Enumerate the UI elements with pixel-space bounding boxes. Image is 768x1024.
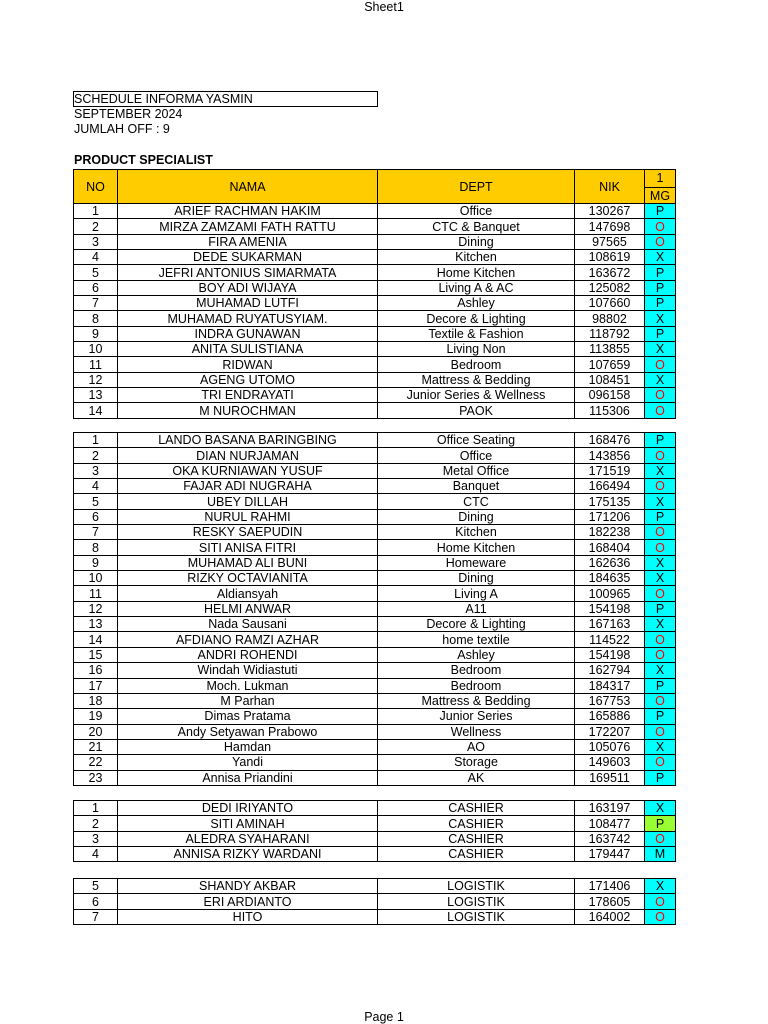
cell-code: P <box>645 204 676 219</box>
cell-no: 3 <box>74 831 118 846</box>
cell-no: 19 <box>74 709 118 724</box>
schedule-header-table <box>73 169 676 204</box>
cell-nama: UBEY DILLAH <box>118 494 378 509</box>
cell-dept: CASHIER <box>378 816 575 831</box>
table-row <box>74 265 676 280</box>
cell-code: O <box>645 894 676 909</box>
table-row <box>74 234 676 249</box>
cell-no: 12 <box>74 601 118 616</box>
cell-nama: SITI AMINAH <box>118 816 378 831</box>
cell-no: 6 <box>74 280 118 295</box>
cell-no: 5 <box>74 494 118 509</box>
cell-no: 11 <box>74 357 118 372</box>
cell-code: O <box>645 234 676 249</box>
cell-nik: 175135 <box>575 494 645 509</box>
cell-nama: INDRA GUNAWAN <box>118 326 378 341</box>
group-table-4 <box>73 878 676 925</box>
cell-nama: Aldiansyah <box>118 586 378 601</box>
cell-no: 4 <box>74 847 118 862</box>
cell-code: P <box>645 433 676 448</box>
cell-nama: MUHAMAD ALI BUNI <box>118 555 378 570</box>
cell-nama: ANNISA RIZKY WARDANI <box>118 847 378 862</box>
cell-no: 12 <box>74 372 118 387</box>
cell-dept: PAOK <box>378 403 575 418</box>
cell-dept: Textile & Fashion <box>378 326 575 341</box>
cell-no: 14 <box>74 403 118 418</box>
cell-no: 9 <box>74 555 118 570</box>
table-row <box>74 709 676 724</box>
cell-dept: Junior Series <box>378 709 575 724</box>
cell-nama: BOY ADI WIJAYA <box>118 280 378 295</box>
cell-nik: 182238 <box>575 525 645 540</box>
cell-dept: Office Seating <box>378 433 575 448</box>
cell-dept: Bedroom <box>378 678 575 693</box>
cell-nama: ANITA SULISTIANA <box>118 342 378 357</box>
cell-no: 4 <box>74 479 118 494</box>
cell-no: 7 <box>74 525 118 540</box>
schedule-month: SEPTEMBER 2024 <box>74 107 183 121</box>
table-row <box>74 739 676 754</box>
table-row <box>74 816 676 831</box>
cell-dept: Dining <box>378 234 575 249</box>
cell-code: O <box>645 403 676 418</box>
column-header-dept: DEPT <box>378 170 575 204</box>
cell-nik: 108619 <box>575 250 645 265</box>
jumlah-off: JUMLAH OFF : 9 <box>74 122 170 136</box>
cell-nik: 125082 <box>575 280 645 295</box>
cell-no: 10 <box>74 571 118 586</box>
cell-code: X <box>645 739 676 754</box>
cell-nama: HELMI ANWAR <box>118 601 378 616</box>
table-row <box>74 632 676 647</box>
cell-nama: RIZKY OCTAVIANITA <box>118 571 378 586</box>
cell-code: P <box>645 601 676 616</box>
column-header-nama: NAMA <box>118 170 378 204</box>
cell-nama: MIRZA ZAMZAMI FATH RATTU <box>118 219 378 234</box>
cell-no: 10 <box>74 342 118 357</box>
cell-dept: Living A <box>378 586 575 601</box>
cell-dept: Homeware <box>378 555 575 570</box>
cell-nik: 97565 <box>575 234 645 249</box>
cell-dept: Office <box>378 204 575 219</box>
cell-nik: 184635 <box>575 571 645 586</box>
table-row <box>74 372 676 387</box>
table-row <box>74 555 676 570</box>
table-row <box>74 479 676 494</box>
column-header-day-code: MG <box>645 188 676 204</box>
cell-code: O <box>645 647 676 662</box>
cell-nama: AGENG UTOMO <box>118 372 378 387</box>
cell-no: 1 <box>74 801 118 816</box>
cell-code: P <box>645 265 676 280</box>
cell-nama: TRI ENDRAYATI <box>118 388 378 403</box>
table-row <box>74 755 676 770</box>
cell-nama: NURUL RAHMI <box>118 509 378 524</box>
page-number: Page 1 <box>364 1010 404 1024</box>
table-row <box>74 847 676 862</box>
cell-nama: MUHAMAD RUYATUSYIAM. <box>118 311 378 326</box>
cell-nik: 98802 <box>575 311 645 326</box>
cell-no: 18 <box>74 693 118 708</box>
cell-code: X <box>645 372 676 387</box>
table-row <box>74 894 676 909</box>
cell-no: 3 <box>74 463 118 478</box>
cell-dept: Bedroom <box>378 357 575 372</box>
table-row <box>74 770 676 785</box>
table-row <box>74 204 676 219</box>
cell-dept: AO <box>378 739 575 754</box>
cell-code: P <box>645 816 676 831</box>
cell-dept: CASHIER <box>378 801 575 816</box>
group-table-3 <box>73 800 676 862</box>
cell-nik: 172207 <box>575 724 645 739</box>
cell-code: P <box>645 678 676 693</box>
table-row <box>74 831 676 846</box>
cell-code: P <box>645 709 676 724</box>
cell-nama: JEFRI ANTONIUS SIMARMATA <box>118 265 378 280</box>
table-row <box>74 601 676 616</box>
cell-nama: DEDI IRIYANTO <box>118 801 378 816</box>
cell-dept: Ashley <box>378 647 575 662</box>
cell-nik: 108451 <box>575 372 645 387</box>
cell-dept: Wellness <box>378 724 575 739</box>
cell-nama: ERI ARDIANTO <box>118 894 378 909</box>
table-row <box>74 433 676 448</box>
cell-no: 8 <box>74 311 118 326</box>
cell-nik: 147698 <box>575 219 645 234</box>
cell-nik: 168404 <box>575 540 645 555</box>
cell-nik: 108477 <box>575 816 645 831</box>
cell-no: 1 <box>74 433 118 448</box>
cell-dept: Metal Office <box>378 463 575 478</box>
cell-nik: 107659 <box>575 357 645 372</box>
cell-code: X <box>645 571 676 586</box>
cell-nama: Moch. Lukman <box>118 678 378 693</box>
cell-dept: LOGISTIK <box>378 894 575 909</box>
cell-nik: 115306 <box>575 403 645 418</box>
cell-dept: CTC & Banquet <box>378 219 575 234</box>
cell-code: O <box>645 632 676 647</box>
cell-nik: 114522 <box>575 632 645 647</box>
table-row <box>74 571 676 586</box>
cell-nama: M NUROCHMAN <box>118 403 378 418</box>
table-row <box>74 494 676 509</box>
table-row <box>74 801 676 816</box>
table-row <box>74 693 676 708</box>
cell-nik: 118792 <box>575 326 645 341</box>
table-row <box>74 647 676 662</box>
cell-dept: Junior Series & Wellness <box>378 388 575 403</box>
cell-code: O <box>645 909 676 924</box>
cell-code: O <box>645 724 676 739</box>
cell-dept: Decore & Lighting <box>378 311 575 326</box>
table-row <box>74 525 676 540</box>
cell-nik: 178605 <box>575 894 645 909</box>
cell-no: 8 <box>74 540 118 555</box>
cell-code: X <box>645 463 676 478</box>
cell-dept: A11 <box>378 601 575 616</box>
cell-dept: Home Kitchen <box>378 540 575 555</box>
cell-code: O <box>645 525 676 540</box>
column-header-nik: NIK <box>575 170 645 204</box>
column-header-day: 1 <box>645 170 676 188</box>
cell-dept: home textile <box>378 632 575 647</box>
sheet-title: Sheet1 <box>364 0 404 14</box>
column-header-no: NO <box>74 170 118 204</box>
cell-code: X <box>645 617 676 632</box>
table-row <box>74 586 676 601</box>
cell-nama: ALEDRA SYAHARANI <box>118 831 378 846</box>
cell-dept: Banquet <box>378 479 575 494</box>
cell-no: 5 <box>74 879 118 894</box>
cell-no: 9 <box>74 326 118 341</box>
cell-no: 4 <box>74 250 118 265</box>
cell-nik: 163197 <box>575 801 645 816</box>
cell-nama: SITI ANISA FITRI <box>118 540 378 555</box>
cell-nama: DEDE SUKARMAN <box>118 250 378 265</box>
cell-code: X <box>645 311 676 326</box>
cell-nama: DIAN NURJAMAN <box>118 448 378 463</box>
section-label: PRODUCT SPECIALIST <box>74 153 213 167</box>
cell-nik: 100965 <box>575 586 645 601</box>
cell-nik: 163742 <box>575 831 645 846</box>
group-table-1 <box>73 203 676 419</box>
cell-dept: Kitchen <box>378 525 575 540</box>
table-row <box>74 617 676 632</box>
cell-dept: CASHIER <box>378 847 575 862</box>
cell-no: 2 <box>74 816 118 831</box>
cell-no: 22 <box>74 755 118 770</box>
cell-dept: LOGISTIK <box>378 909 575 924</box>
cell-nama: OKA KURNIAWAN YUSUF <box>118 463 378 478</box>
cell-nama: Andy Setyawan Prabowo <box>118 724 378 739</box>
cell-no: 7 <box>74 909 118 924</box>
table-row <box>74 463 676 478</box>
cell-code: O <box>645 479 676 494</box>
cell-nik: 162636 <box>575 555 645 570</box>
cell-no: 11 <box>74 586 118 601</box>
cell-nama: LANDO BASANA BARINGBING <box>118 433 378 448</box>
cell-nik: 179447 <box>575 847 645 862</box>
cell-code: P <box>645 280 676 295</box>
cell-nama: ANDRI ROHENDI <box>118 647 378 662</box>
cell-code: X <box>645 663 676 678</box>
cell-nik: 165886 <box>575 709 645 724</box>
cell-nik: 143856 <box>575 448 645 463</box>
cell-dept: Dining <box>378 509 575 524</box>
table-row <box>74 311 676 326</box>
table-row <box>74 219 676 234</box>
cell-nik: 166494 <box>575 479 645 494</box>
table-row <box>74 509 676 524</box>
cell-code: P <box>645 509 676 524</box>
cell-no: 15 <box>74 647 118 662</box>
table-row <box>74 357 676 372</box>
cell-code: O <box>645 219 676 234</box>
cell-dept: Office <box>378 448 575 463</box>
cell-no: 6 <box>74 894 118 909</box>
cell-dept: Decore & Lighting <box>378 617 575 632</box>
table-row <box>74 250 676 265</box>
cell-dept: Kitchen <box>378 250 575 265</box>
cell-no: 16 <box>74 663 118 678</box>
cell-code: X <box>645 555 676 570</box>
cell-nama: RIDWAN <box>118 357 378 372</box>
cell-nik: 171206 <box>575 509 645 524</box>
cell-no: 3 <box>74 234 118 249</box>
cell-nik: 167753 <box>575 693 645 708</box>
cell-code: X <box>645 879 676 894</box>
cell-code: O <box>645 540 676 555</box>
table-row <box>74 540 676 555</box>
cell-nik: 167163 <box>575 617 645 632</box>
cell-code: O <box>645 693 676 708</box>
table-row <box>74 280 676 295</box>
cell-code: O <box>645 586 676 601</box>
cell-no: 21 <box>74 739 118 754</box>
cell-code: O <box>645 448 676 463</box>
cell-no: 5 <box>74 265 118 280</box>
cell-no: 17 <box>74 678 118 693</box>
cell-dept: AK <box>378 770 575 785</box>
cell-dept: Dining <box>378 571 575 586</box>
cell-code: M <box>645 847 676 862</box>
cell-no: 7 <box>74 296 118 311</box>
cell-no: 23 <box>74 770 118 785</box>
group-table-2 <box>73 432 676 786</box>
table-row <box>74 296 676 311</box>
cell-nik: 163672 <box>575 265 645 280</box>
table-row <box>74 724 676 739</box>
cell-code: O <box>645 388 676 403</box>
cell-nik: 154198 <box>575 647 645 662</box>
cell-nama: AFDIANO RAMZI AZHAR <box>118 632 378 647</box>
table-row <box>74 388 676 403</box>
table-row <box>74 326 676 341</box>
cell-nik: 113855 <box>575 342 645 357</box>
cell-nik: 184317 <box>575 678 645 693</box>
cell-nama: Annisa Priandini <box>118 770 378 785</box>
cell-nama: HITO <box>118 909 378 924</box>
cell-nama: M Parhan <box>118 693 378 708</box>
schedule-title: SCHEDULE INFORMA YASMIN <box>73 91 378 107</box>
cell-code: O <box>645 755 676 770</box>
cell-dept: Mattress & Bedding <box>378 372 575 387</box>
cell-nik: 164002 <box>575 909 645 924</box>
cell-dept: Living A & AC <box>378 280 575 295</box>
cell-nama: Yandi <box>118 755 378 770</box>
cell-dept: CASHIER <box>378 831 575 846</box>
cell-nama: Dimas Pratama <box>118 709 378 724</box>
cell-dept: Living Non <box>378 342 575 357</box>
cell-dept: CTC <box>378 494 575 509</box>
table-row <box>74 678 676 693</box>
cell-code: P <box>645 770 676 785</box>
table-row <box>74 403 676 418</box>
cell-code: X <box>645 494 676 509</box>
cell-nik: 171519 <box>575 463 645 478</box>
cell-nama: Nada Sausani <box>118 617 378 632</box>
cell-nik: 149603 <box>575 755 645 770</box>
cell-dept: Mattress & Bedding <box>378 693 575 708</box>
cell-code: O <box>645 831 676 846</box>
cell-no: 1 <box>74 204 118 219</box>
table-row <box>74 663 676 678</box>
cell-nama: Hamdan <box>118 739 378 754</box>
cell-dept: Storage <box>378 755 575 770</box>
cell-nama: FIRA AMENIA <box>118 234 378 249</box>
cell-nik: 107660 <box>575 296 645 311</box>
cell-dept: Ashley <box>378 296 575 311</box>
cell-no: 2 <box>74 448 118 463</box>
table-row <box>74 342 676 357</box>
cell-no: 13 <box>74 388 118 403</box>
cell-nama: SHANDY AKBAR <box>118 879 378 894</box>
cell-no: 6 <box>74 509 118 524</box>
table-row <box>74 879 676 894</box>
cell-code: P <box>645 326 676 341</box>
cell-nik: 168476 <box>575 433 645 448</box>
cell-nik: 162794 <box>575 663 645 678</box>
cell-dept: Bedroom <box>378 663 575 678</box>
cell-nama: ARIEF RACHMAN HAKIM <box>118 204 378 219</box>
cell-dept: LOGISTIK <box>378 879 575 894</box>
cell-no: 13 <box>74 617 118 632</box>
cell-nama: Windah Widiastuti <box>118 663 378 678</box>
cell-nik: 130267 <box>575 204 645 219</box>
table-row <box>74 909 676 924</box>
table-row <box>74 448 676 463</box>
cell-nik: 171406 <box>575 879 645 894</box>
cell-code: O <box>645 357 676 372</box>
cell-dept: Home Kitchen <box>378 265 575 280</box>
cell-no: 20 <box>74 724 118 739</box>
cell-nik: 154198 <box>575 601 645 616</box>
cell-code: X <box>645 250 676 265</box>
cell-nik: 105076 <box>575 739 645 754</box>
cell-code: X <box>645 801 676 816</box>
cell-nik: 169511 <box>575 770 645 785</box>
cell-no: 14 <box>74 632 118 647</box>
cell-nama: RESKY SAEPUDIN <box>118 525 378 540</box>
cell-code: P <box>645 296 676 311</box>
cell-nama: MUHAMAD LUTFI <box>118 296 378 311</box>
cell-nama: FAJAR ADI NUGRAHA <box>118 479 378 494</box>
cell-code: X <box>645 342 676 357</box>
cell-no: 2 <box>74 219 118 234</box>
cell-nik: 096158 <box>575 388 645 403</box>
